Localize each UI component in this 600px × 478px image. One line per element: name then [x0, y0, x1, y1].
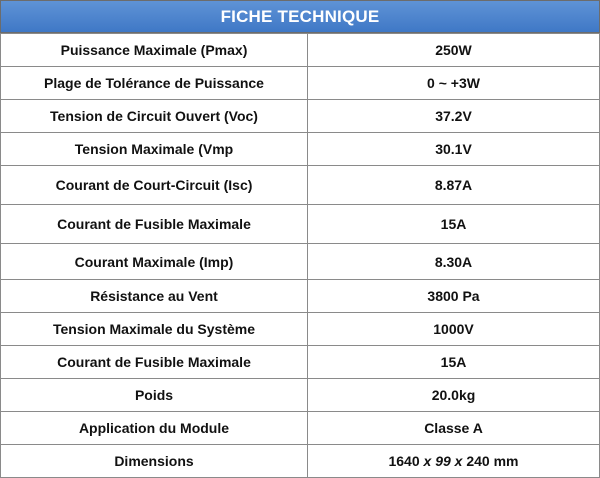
row-label: Courant de Court-Circuit (Isc) — [1, 166, 308, 205]
table-row — [1, 67, 600, 100]
row-value: 0 ~ +3W — [308, 67, 600, 100]
table-row — [1, 445, 600, 478]
row-value: 3800 Pa — [308, 280, 600, 313]
row-label: Courant Maximale (Imp) — [1, 244, 308, 280]
row-label: Tension de Circuit Ouvert (Voc) — [1, 100, 308, 133]
row-label: Courant de Fusible Maximale — [1, 346, 308, 379]
row-label: Plage de Tolérance de Puissance — [1, 67, 308, 100]
table-row — [1, 244, 600, 280]
table-row — [1, 346, 600, 379]
row-value: 15A — [308, 205, 600, 244]
dimension-length: 1640 — [388, 453, 424, 469]
row-value: 15A — [308, 346, 600, 379]
table-row — [1, 379, 600, 412]
row-label: Puissance Maximale (Pmax) — [1, 34, 308, 67]
table-row — [1, 166, 600, 205]
row-value: 20.0kg — [308, 379, 600, 412]
row-value: 37.2V — [308, 100, 600, 133]
table-row — [1, 133, 600, 166]
table-row — [1, 313, 600, 346]
dimension-separator: x — [454, 453, 463, 469]
row-label: Tension Maximale (Vmp — [1, 133, 308, 166]
row-label: Résistance au Vent — [1, 280, 308, 313]
row-label: Courant de Fusible Maximale — [1, 205, 308, 244]
table-row — [1, 280, 600, 313]
row-value: Classe A — [308, 412, 600, 445]
row-value: 8.30A — [308, 244, 600, 280]
dimension-thickness: 240 mm — [462, 453, 519, 469]
row-value: 1000V — [308, 313, 600, 346]
row-value: 8.87A — [308, 166, 600, 205]
dimension-separator: x — [423, 453, 432, 469]
row-label: Tension Maximale du Système — [1, 313, 308, 346]
sheet-title: FICHE TECHNIQUE — [0, 0, 600, 33]
row-label: Application du Module — [1, 412, 308, 445]
table-row — [1, 34, 600, 67]
table-row — [1, 412, 600, 445]
row-label: Poids — [1, 379, 308, 412]
row-value — [308, 445, 600, 478]
table-row — [1, 100, 600, 133]
dimension-width: 99 — [431, 453, 455, 469]
spec-table — [0, 33, 600, 478]
row-value: 30.1V — [308, 133, 600, 166]
table-row — [1, 205, 600, 244]
row-value: 250W — [308, 34, 600, 67]
row-label: Dimensions — [1, 445, 308, 478]
